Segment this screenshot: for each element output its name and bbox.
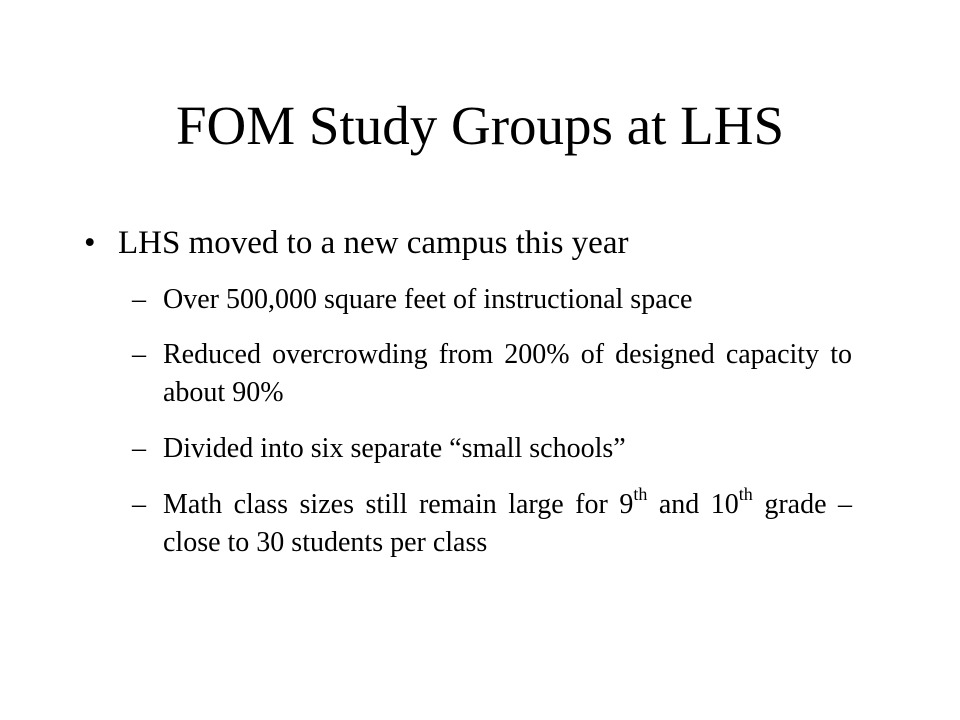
bullet-text: LHS moved to a new campus this year: [118, 225, 629, 261]
subbullet-item: [132, 336, 852, 412]
subbullet-text: Over 500,000 square feet of instructional space: [163, 284, 693, 315]
subbullet-marker: –: [132, 433, 146, 464]
ordinal-superscript: th: [633, 483, 648, 504]
subbullet-text: Divided into six separate “small schools”: [163, 433, 626, 464]
subbullet-marker: –: [132, 489, 146, 520]
subbullet-marker: –: [132, 284, 146, 315]
text-segment: Math class sizes still remain large for 9: [163, 489, 634, 520]
subbullet-item: [132, 281, 852, 319]
ordinal-superscript: th: [738, 483, 753, 504]
subbullet-text: Reduced overcrowding from 200% of designed capacity to about 90%: [163, 339, 852, 408]
bullet-marker: •: [84, 225, 96, 261]
subbullet-item: [132, 483, 852, 562]
slide-title: FOM Study Groups at LHS: [175, 95, 785, 156]
subbullet-item: [132, 430, 852, 468]
text-segment: and 10: [647, 489, 739, 520]
text-segment: grade – close to 30 students per class: [163, 489, 852, 558]
subbullet-marker: –: [132, 339, 146, 370]
subbullet-text: [163, 483, 852, 562]
